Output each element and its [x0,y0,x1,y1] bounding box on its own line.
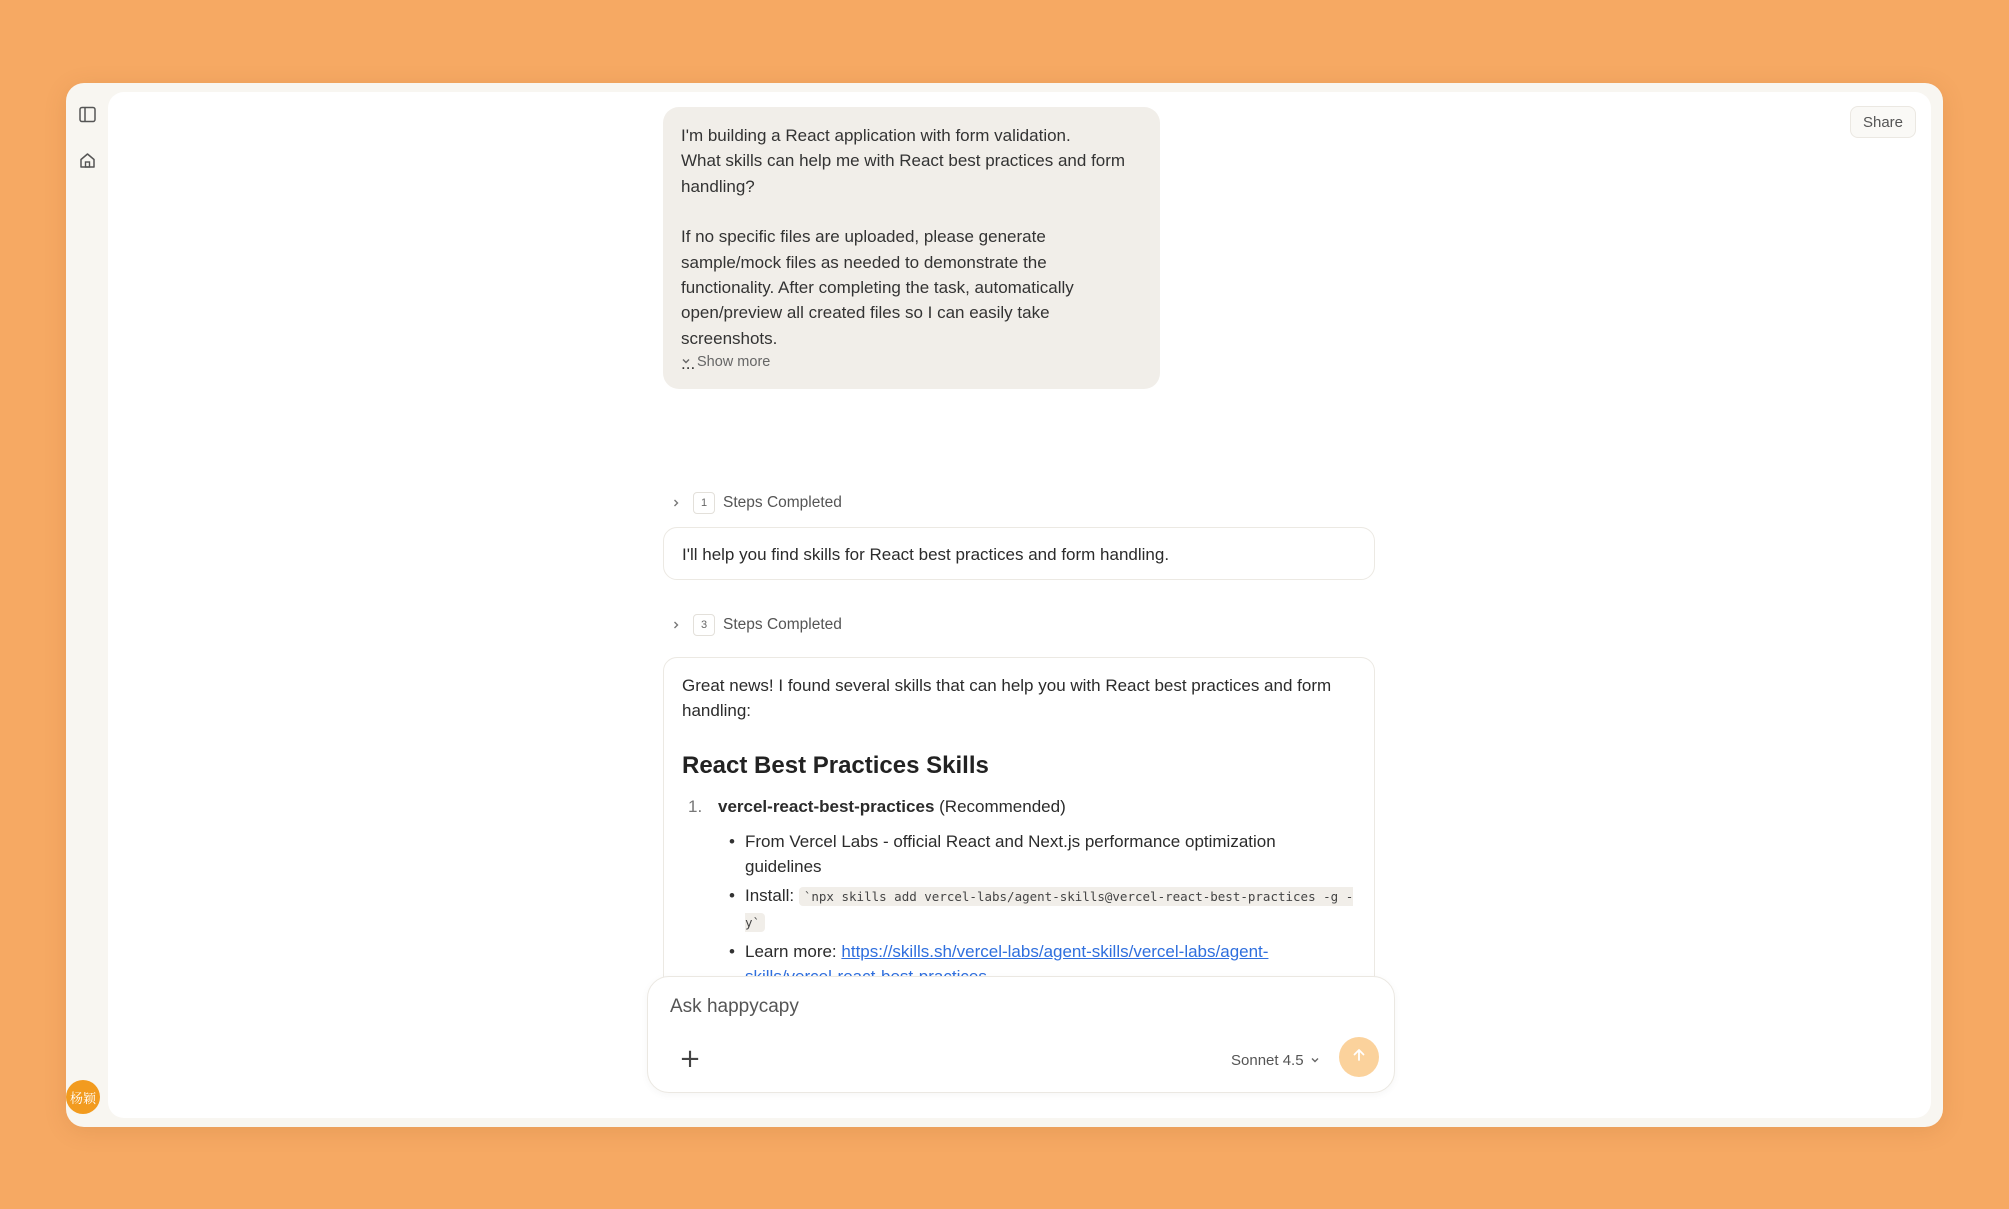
message-thread[interactable] [108,92,1931,982]
steps-count-badge: 1 [693,492,715,514]
arrow-up-icon [1351,1047,1367,1068]
app-window [66,83,1943,1127]
learn-more-link[interactable]: https://skills.sh/vercel-labs/agent-skills/vercel-labs/agent- [841,942,1269,961]
assistant-text: I'll help you find skills for React best practices and form handling. [682,545,1170,564]
steps-count-badge: 3 [693,614,715,636]
chevron-right-icon [671,496,685,511]
chevron-right-icon [671,618,685,633]
user-message [663,107,1160,389]
home-icon[interactable] [72,145,102,175]
chat-panel [108,92,1931,1118]
share-button[interactable]: Share [1850,106,1916,138]
section-heading: React Best Practices Skills [682,752,989,779]
avatar[interactable]: 杨颖 [66,1080,100,1114]
send-button[interactable] [1339,1037,1379,1077]
list-number: 1. [688,797,703,816]
model-selector[interactable] [1231,1047,1320,1073]
list-item [688,794,1356,819]
prompt-input[interactable] [670,991,1370,1023]
steps-label: Steps Completed [723,616,842,633]
assistant-message-1 [663,527,1375,580]
show-more-label: Show more [697,353,771,370]
bullet-learn-more: • Learn more: https://skills.sh/vercel-labs/agent-skills/vercel-labs/agent- [729,939,1356,989]
composer [647,976,1395,1093]
assistant-intro: Great news! I found several skills that can help you with React best practices and form handling: [682,676,1332,720]
install-code: `npx skills add vercel-labs/agent-skills@vercel-react-best-practices -g -y` [745,889,1354,930]
user-message-text-1: I'm building a React application with form validation. What skills can help me with React best practices and form handling? [681,126,1126,196]
bullet-desc: • From Vercel Labs - official React and Next.js performance optimization guidelines [729,829,1356,879]
chevron-down-icon [681,350,691,375]
bullet-list [729,829,1356,989]
skill-suffix: (Recommended) [934,797,1066,816]
steps-label: Steps Completed [723,494,842,511]
sidebar-toggle-icon[interactable] [72,99,102,129]
steps-toggle-1[interactable] [671,489,842,517]
steps-toggle-2[interactable] [671,611,842,639]
show-more-button[interactable] [681,350,770,375]
left-rail [66,83,108,1127]
user-message-ellipsis: ... [681,354,696,374]
user-message-text-2: If no specific files are uploaded, please generate sample/mock files as needed to demonstrate the functionality. After completing the task, automatically open/preview all created files so I can easily take screenshots. [681,227,1074,348]
chevron-down-icon [1310,1052,1320,1069]
bullet-install: • Install: `npx skills add vercel-labs/agent-skills@vercel-react-best-practices -g -y` [729,883,1356,935]
attach-plus-icon[interactable]: + [679,1044,701,1074]
model-label: Sonnet 4.5 [1231,1051,1304,1069]
skill-name: vercel-react-best-practices [718,797,935,816]
